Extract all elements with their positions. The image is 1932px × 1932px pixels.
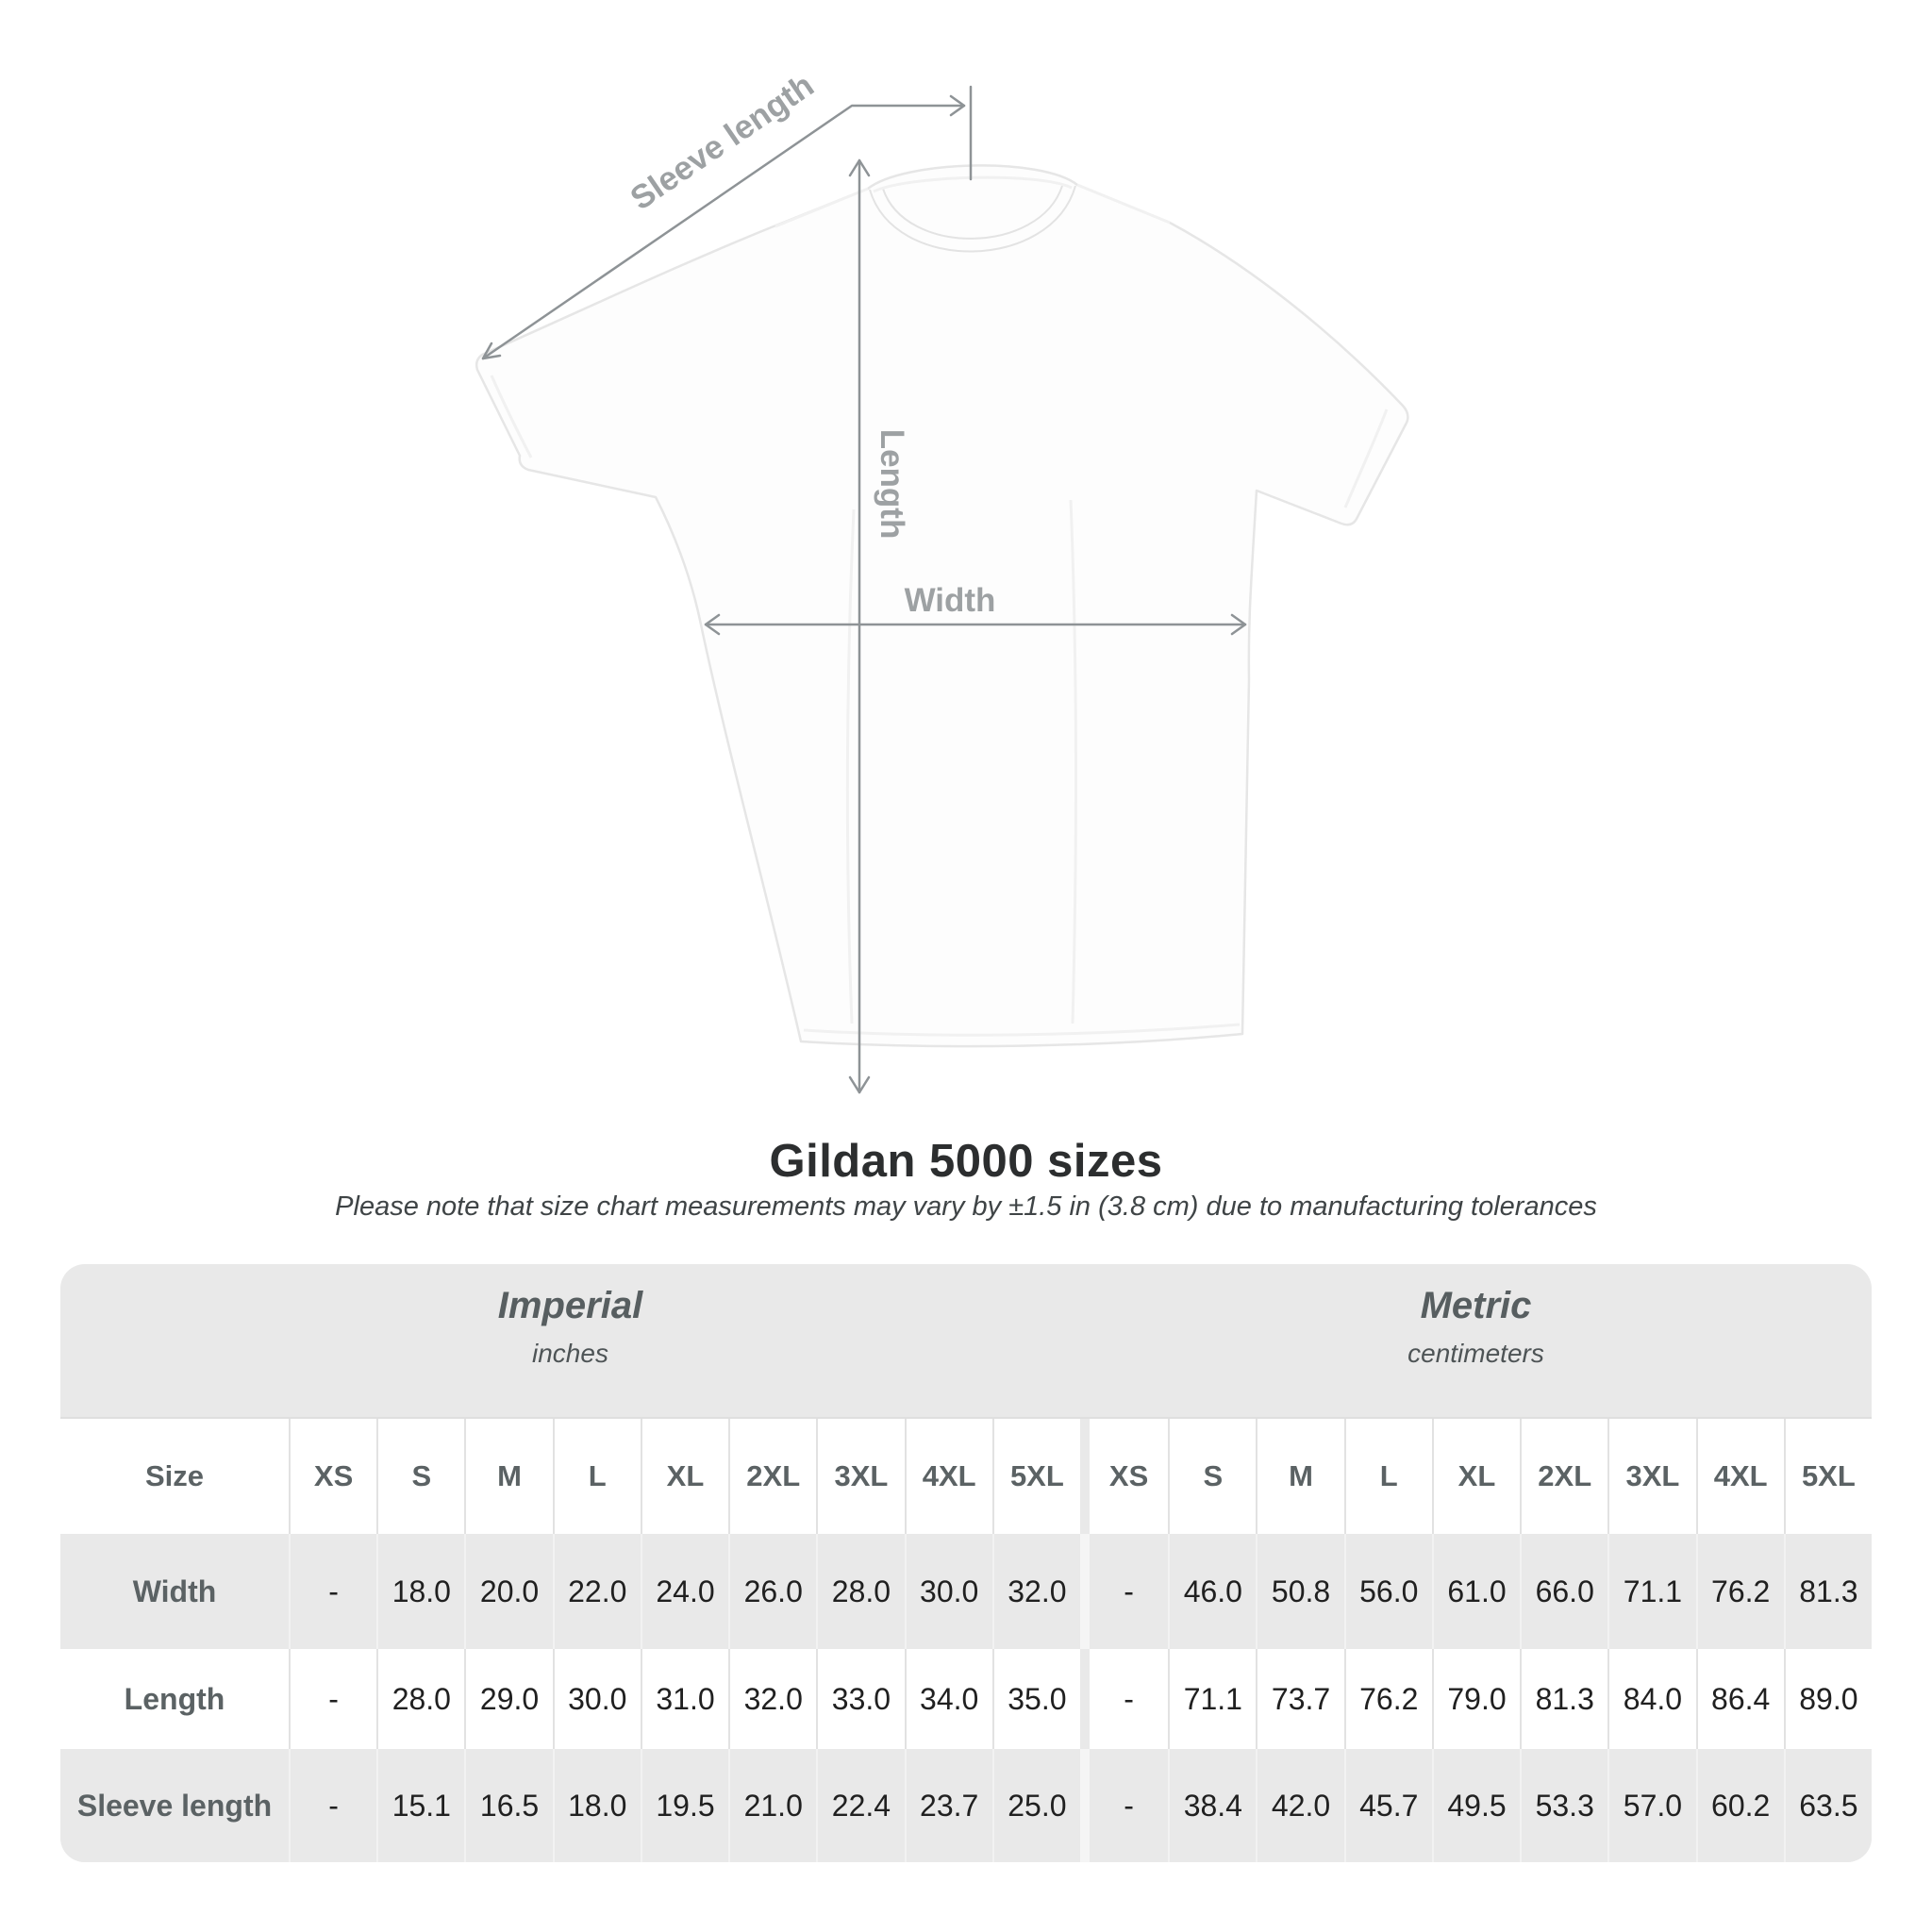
col-header-imperial-l: L xyxy=(553,1419,641,1534)
width-metric-4xl: 76.2 xyxy=(1696,1534,1784,1649)
length-imperial-3xl: 33.0 xyxy=(816,1649,904,1749)
width-imperial-2xl: 26.0 xyxy=(728,1534,816,1649)
length-metric-s: 71.1 xyxy=(1168,1649,1256,1749)
length-imperial-xs: - xyxy=(289,1649,376,1749)
width-imperial-4xl: 30.0 xyxy=(905,1534,992,1649)
width-label: Width xyxy=(904,582,996,619)
group-unit-metric: centimeters xyxy=(1407,1338,1544,1368)
length-metric-2xl: 81.3 xyxy=(1520,1649,1607,1749)
size-column-header: Size xyxy=(60,1419,289,1534)
col-header-metric-5xl: 5XL xyxy=(1784,1419,1872,1534)
sleeve-imperial-xs: - xyxy=(289,1749,376,1862)
col-header-imperial-m: M xyxy=(464,1419,552,1534)
col-header-imperial-5xl: 5XL xyxy=(992,1419,1080,1534)
width-metric-m: 50.8 xyxy=(1256,1534,1343,1649)
length-imperial-4xl: 34.0 xyxy=(905,1649,992,1749)
sleeve-metric-3xl: 57.0 xyxy=(1607,1749,1695,1862)
length-metric-3xl: 84.0 xyxy=(1607,1649,1695,1749)
col-header-imperial-4xl: 4XL xyxy=(905,1419,992,1534)
page-title: Gildan 5000 sizes xyxy=(769,1136,1163,1187)
sleeve-imperial-l: 18.0 xyxy=(553,1749,641,1862)
length-imperial-2xl: 32.0 xyxy=(728,1649,816,1749)
width-metric-l: 56.0 xyxy=(1344,1534,1432,1649)
col-header-imperial-s: S xyxy=(376,1419,464,1534)
width-imperial-xl: 24.0 xyxy=(641,1534,728,1649)
sleeve-imperial-5xl: 25.0 xyxy=(992,1749,1080,1862)
width-imperial-l: 22.0 xyxy=(553,1534,641,1649)
col-header-metric-2xl: 2XL xyxy=(1520,1419,1607,1534)
width-metric-s: 46.0 xyxy=(1168,1534,1256,1649)
width-metric-3xl: 71.1 xyxy=(1607,1534,1695,1649)
width-metric-2xl: 66.0 xyxy=(1520,1534,1607,1649)
row-label-length: Length xyxy=(60,1649,289,1749)
col-header-imperial-2xl: 2XL xyxy=(728,1419,816,1534)
sleeve-metric-5xl: 63.5 xyxy=(1784,1749,1872,1862)
row-label-sleeve-length: Sleeve length xyxy=(60,1749,289,1862)
group-name-metric: Metric xyxy=(1420,1284,1532,1326)
sleeve-imperial-xl: 19.5 xyxy=(641,1749,728,1862)
width-imperial-m: 20.0 xyxy=(464,1534,552,1649)
sleeve-metric-s: 38.4 xyxy=(1168,1749,1256,1862)
length-metric-xl: 79.0 xyxy=(1432,1649,1520,1749)
length-imperial-l: 30.0 xyxy=(553,1649,641,1749)
size-table xyxy=(60,1264,1872,1862)
sleeve-imperial-3xl: 22.4 xyxy=(816,1749,904,1862)
col-header-imperial-3xl: 3XL xyxy=(816,1419,904,1534)
col-header-imperial-xl: XL xyxy=(641,1419,728,1534)
col-header-imperial-xs: XS xyxy=(289,1419,376,1534)
sleeve-metric-l: 45.7 xyxy=(1344,1749,1432,1862)
length-metric-xs: - xyxy=(1080,1649,1168,1749)
group-unit-imperial: inches xyxy=(532,1338,608,1368)
sleeve-imperial-s: 15.1 xyxy=(376,1749,464,1862)
length-metric-4xl: 86.4 xyxy=(1696,1649,1784,1749)
group-header-metric xyxy=(1080,1264,1872,1419)
group-name-imperial: Imperial xyxy=(497,1284,643,1326)
sleeve-metric-xl: 49.5 xyxy=(1432,1749,1520,1862)
sleeve-imperial-m: 16.5 xyxy=(464,1749,552,1862)
sleeve-imperial-2xl: 21.0 xyxy=(728,1749,816,1862)
col-header-metric-m: M xyxy=(1256,1419,1343,1534)
col-header-metric-l: L xyxy=(1344,1419,1432,1534)
sleeve-imperial-4xl: 23.7 xyxy=(905,1749,992,1862)
width-imperial-5xl: 32.0 xyxy=(992,1534,1080,1649)
length-metric-l: 76.2 xyxy=(1344,1649,1432,1749)
row-label-width: Width xyxy=(60,1534,289,1649)
length-metric-m: 73.7 xyxy=(1256,1649,1343,1749)
length-imperial-5xl: 35.0 xyxy=(992,1649,1080,1749)
length-imperial-s: 28.0 xyxy=(376,1649,464,1749)
width-metric-5xl: 81.3 xyxy=(1784,1534,1872,1649)
width-imperial-3xl: 28.0 xyxy=(816,1534,904,1649)
col-header-metric-xl: XL xyxy=(1432,1419,1520,1534)
length-metric-5xl: 89.0 xyxy=(1784,1649,1872,1749)
col-header-metric-3xl: 3XL xyxy=(1607,1419,1695,1534)
page-subtitle: Please note that size chart measurements may vary by ±1.5 in (3.8 cm) due to manufacturing tolerances xyxy=(335,1191,1597,1222)
length-label: Length xyxy=(874,428,910,540)
width-metric-xs: - xyxy=(1080,1534,1168,1649)
sleeve-metric-m: 42.0 xyxy=(1256,1749,1343,1862)
sleeve-metric-4xl: 60.2 xyxy=(1696,1749,1784,1862)
sleeve-length-label: Sleeve length xyxy=(624,66,821,218)
length-imperial-xl: 31.0 xyxy=(641,1649,728,1749)
width-imperial-xs: - xyxy=(289,1534,376,1649)
length-imperial-m: 29.0 xyxy=(464,1649,552,1749)
width-metric-xl: 61.0 xyxy=(1432,1534,1520,1649)
sleeve-metric-2xl: 53.3 xyxy=(1520,1749,1607,1862)
width-imperial-s: 18.0 xyxy=(376,1534,464,1649)
sleeve-metric-xs: - xyxy=(1080,1749,1168,1862)
col-header-metric-4xl: 4XL xyxy=(1696,1419,1784,1534)
col-header-metric-xs: XS xyxy=(1080,1419,1168,1534)
col-header-metric-s: S xyxy=(1168,1419,1256,1534)
group-header-imperial xyxy=(60,1264,1080,1419)
